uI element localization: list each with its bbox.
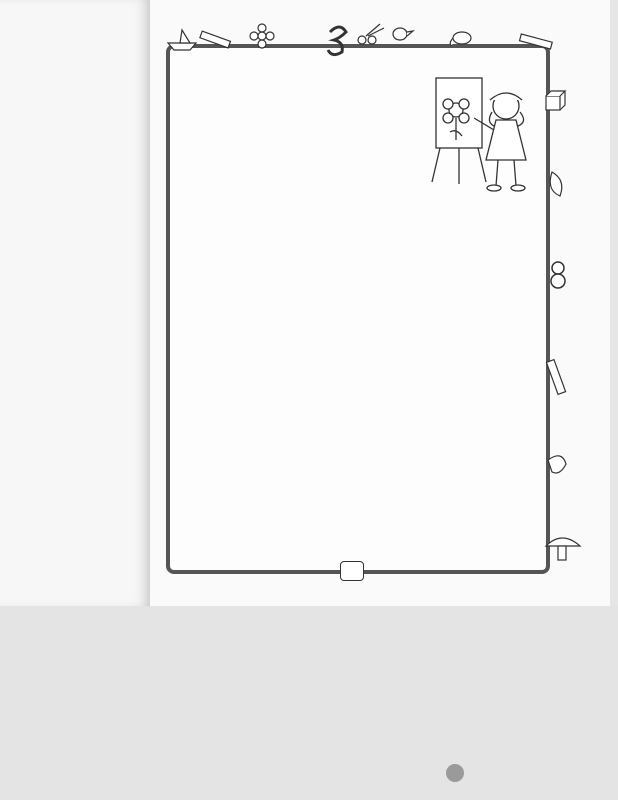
bird-icon [393,28,413,40]
scissors-icon [358,24,384,44]
paper-boat-icon [168,30,196,50]
elephant-icon [450,32,471,46]
pencil-icon [200,31,231,48]
mushroom-icon [546,538,580,560]
leaf-icon [550,172,562,196]
page-number [340,561,364,581]
acorn-icon [548,456,566,473]
labirint-logo-icon [446,764,464,782]
number-eight-icon [551,262,565,288]
pencil-icon-2 [520,34,553,49]
pencil-icon-3 [546,360,565,395]
cube-icon [546,91,565,110]
girl-easel-illustration [432,78,526,191]
letter-z-icon [328,27,346,55]
scan-background [0,606,618,800]
flower-icon [250,24,274,48]
